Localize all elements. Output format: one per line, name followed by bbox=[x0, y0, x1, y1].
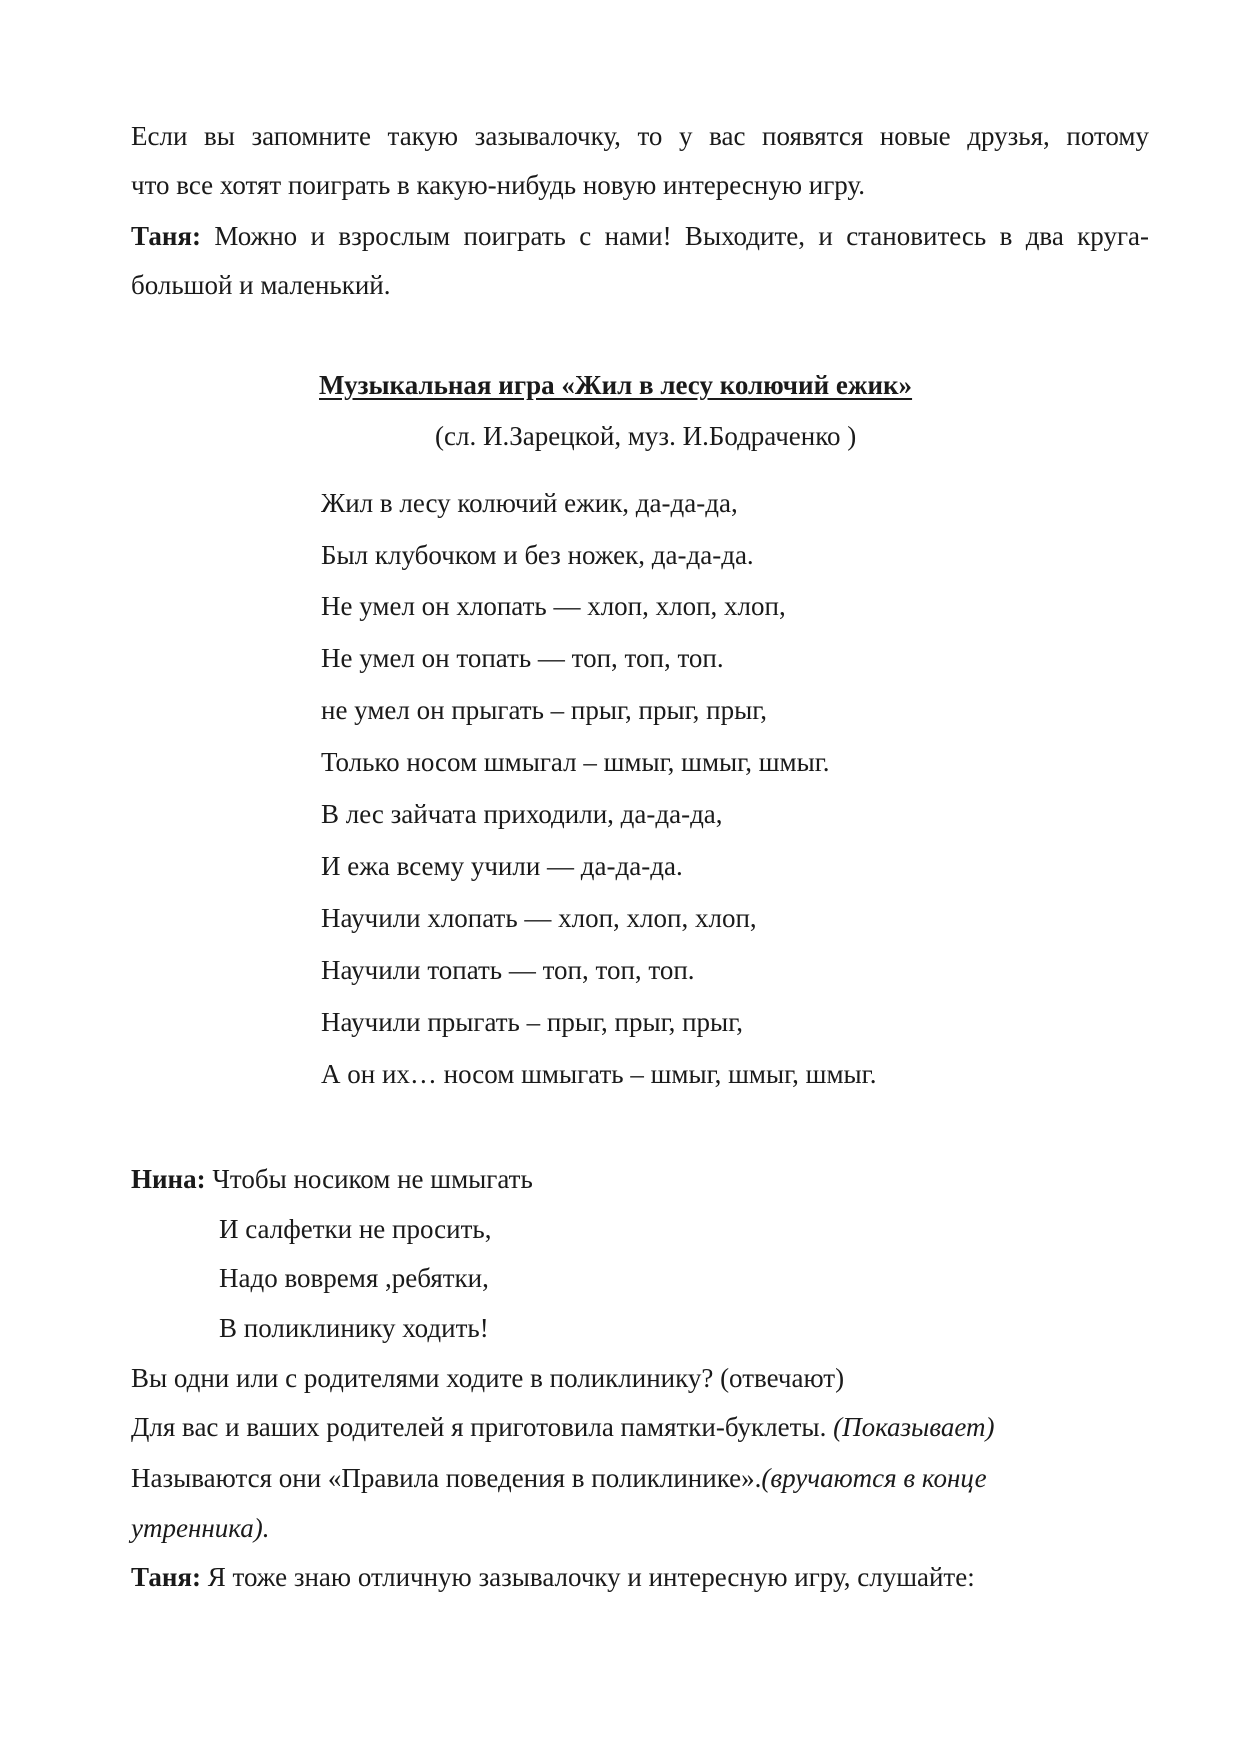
closing-line-5 bbox=[131, 1560, 975, 1594]
speaker-tanya: Таня: bbox=[131, 221, 201, 251]
lyric-line: Только носом шмыгал – шмыг, шмыг, шмыг. bbox=[321, 747, 830, 777]
intro-line-4: большой и маленький. bbox=[131, 270, 391, 300]
lyric-line: Не умел он хлопать — хлоп, хлоп, хлоп, bbox=[321, 591, 786, 621]
intro-line-3 bbox=[131, 219, 1149, 253]
nina-line-4: В поликлинику ходить! bbox=[219, 1313, 489, 1343]
closing-line-4: утренника). bbox=[131, 1513, 270, 1543]
lyric-line: Научили хлопать — хлоп, хлоп, хлоп, bbox=[321, 903, 757, 933]
song-credits: (сл. И.Зарецкой, муз. И.Бодраченко ) bbox=[435, 421, 857, 451]
lyric-line: не умел он прыгать – прыг, прыг, прыг, bbox=[321, 695, 767, 725]
closing-line-3-text: Называются они «Правила поведения в поликлинике». bbox=[131, 1463, 762, 1493]
stage-direction: (вручаются в конце bbox=[761, 1463, 987, 1493]
lyric-line: Научили топать — топ, топ, топ. bbox=[321, 955, 695, 985]
stage-direction: (Показывает) bbox=[833, 1412, 995, 1442]
song-title: Музыкальная игра «Жил в лесу колючий ежик» bbox=[319, 370, 913, 400]
speaker-nina: Нина: bbox=[131, 1164, 206, 1194]
closing-line-2 bbox=[131, 1410, 995, 1444]
closing-line-3 bbox=[131, 1461, 987, 1495]
nina-line-1 bbox=[131, 1162, 533, 1196]
nina-verse-text: Чтобы носиком не шмыгать bbox=[205, 1164, 533, 1194]
lyric-line: Научили прыгать – прыг, прыг, прыг, bbox=[321, 1007, 743, 1037]
closing-line-5-text: Я тоже знаю отличную зазывалочку и интересную игру, слушайте: bbox=[201, 1562, 975, 1592]
closing-line-1: Вы одни или с родителями ходите в поликлинику? (отвечают) bbox=[131, 1363, 845, 1393]
intro-line-3-text: Можно и взрослым поиграть с нами! Выходите, и становитесь в два круга- bbox=[201, 221, 1149, 251]
closing-line-2-text: Для вас и ваших родителей я приготовила памятки-буклеты. bbox=[131, 1412, 834, 1442]
lyric-line: Не умел он топать — топ, топ, топ. bbox=[321, 643, 724, 673]
intro-line-1: Если вы запомните такую зазывалочку, то у вас появятся новые друзья, потому bbox=[131, 121, 1149, 151]
speaker-tanya: Таня: bbox=[131, 1562, 201, 1592]
lyric-line: В лес зайчата приходили, да-да-да, bbox=[321, 799, 723, 829]
intro-line-2: что все хотят поиграть в какую-нибудь новую интересную игру. bbox=[131, 170, 865, 200]
lyric-line: Жил в лесу колючий ежик, да-да-да, bbox=[321, 488, 738, 518]
lyric-line: И ежа всему учили — да-да-да. bbox=[321, 851, 683, 881]
lyric-line: Был клубочком и без ножек, да-да-да. bbox=[321, 540, 754, 570]
nina-line-2: И салфетки не просить, bbox=[219, 1214, 492, 1244]
nina-line-3: Надо вовремя ,ребятки, bbox=[219, 1263, 489, 1293]
lyric-line: А он их… носом шмыгать – шмыг, шмыг, шмыг. bbox=[321, 1059, 877, 1089]
